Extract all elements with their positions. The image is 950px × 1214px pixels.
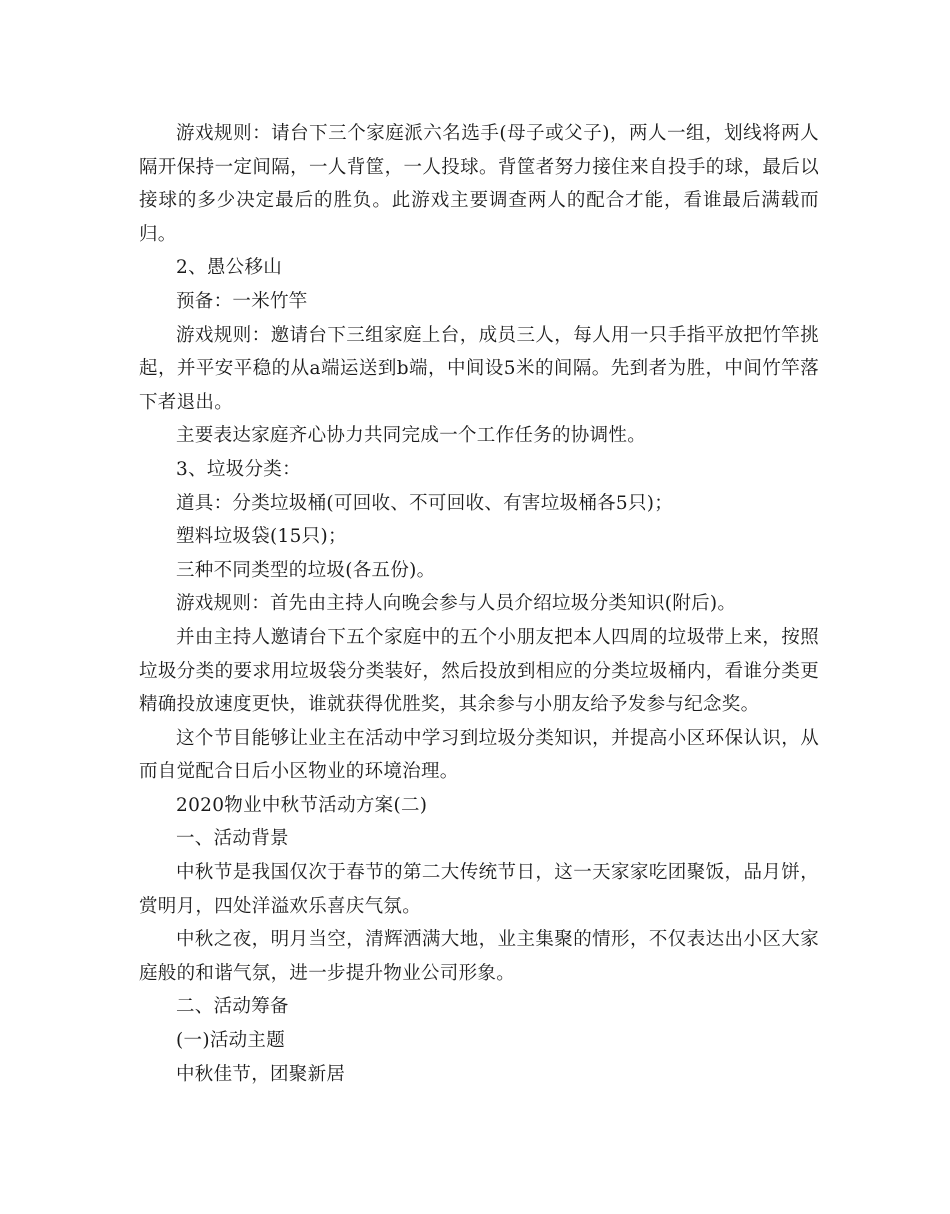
paragraph-garbage-types: 三种不同类型的垃圾(各五份)。	[176, 559, 436, 581]
paragraph-props: 道具：分类垃圾桶(可回收、不可回收、有害垃圾桶各5只)；	[176, 492, 674, 514]
paragraph-program-purpose: 这个节目能够让业主在活动中学习到垃圾分类知识，并提高小区环保认识，从而自觉配合日后小区物业的环境治理。	[139, 727, 819, 783]
paragraph-mid-autumn-intro: 中秋节是我国仅次于春节的第二大传统节日，这一天家家吃团聚饭，品月饼，赏明月，四处洋溢欢乐喜庆气氛。	[139, 862, 819, 917]
paragraph-theme-text: 中秋佳节，团聚新居	[176, 1063, 346, 1085]
paragraph-teamwork: 主要表达家庭齐心协力共同完成一个工作任务的协调性。	[176, 425, 647, 447]
heading-yugong-yishan: 2、愚公移山	[176, 257, 283, 279]
section-title-plan-two: 2020物业中秋节活动方案(二)	[176, 794, 428, 816]
document-body	[139, 117, 819, 1091]
heading-activity-preparation: 二、活动筹备	[176, 996, 289, 1018]
paragraph-game-rules-3: 游戏规则：首先由主持人向晚会参与人员介绍垃圾分类知识(附后)。	[176, 593, 737, 615]
heading-garbage-sorting: 3、垃圾分类：	[176, 458, 301, 480]
paragraph-mid-autumn-night: 中秋之夜，明月当空，清辉洒满大地，业主集聚的情形，不仅表达出小区大家庭般的和谐气氛，进一步提升物业公司形象。	[139, 929, 819, 984]
paragraph-host-invite: 并由主持人邀请台下五个家庭中的五个小朋友把本人四周的垃圾带上来，按照垃圾分类的要求用垃圾袋分类装好，然后投放到相应的分类垃圾桶内，看谁分类更精确投放速度更快，谁就获得优胜奖，其余参与小朋友给予发参与纪念奖。	[139, 626, 819, 716]
paragraph-game-rules-1: 游戏规则：请台下三个家庭派六名选手(母子或父子)，两人一组，划线将两人隔开保持一定间隔，一人背筐，一人投球。背筐者努力接住来自投手的球，最后以接球的多少决定最后的胜负。此游戏主要调查两人的配合才能，看谁最后满载而归。	[139, 123, 819, 245]
paragraph-plastic-bags: 塑料垃圾袋(15只)；	[176, 526, 347, 548]
paragraph-game-rules-2: 游戏规则：邀请台下三组家庭上台，成员三人，每人用一只手指平放把竹竿挑起，并平安平稳的从a端运送到b端，中间设5米的间隔。先到者为胜，中间竹竿落下者退出。	[139, 324, 819, 413]
paragraph-preparation: 预备：一米竹竿	[176, 290, 308, 312]
heading-activity-background: 一、活动背景	[176, 828, 289, 850]
heading-activity-theme: (一)活动主题	[176, 1030, 286, 1052]
